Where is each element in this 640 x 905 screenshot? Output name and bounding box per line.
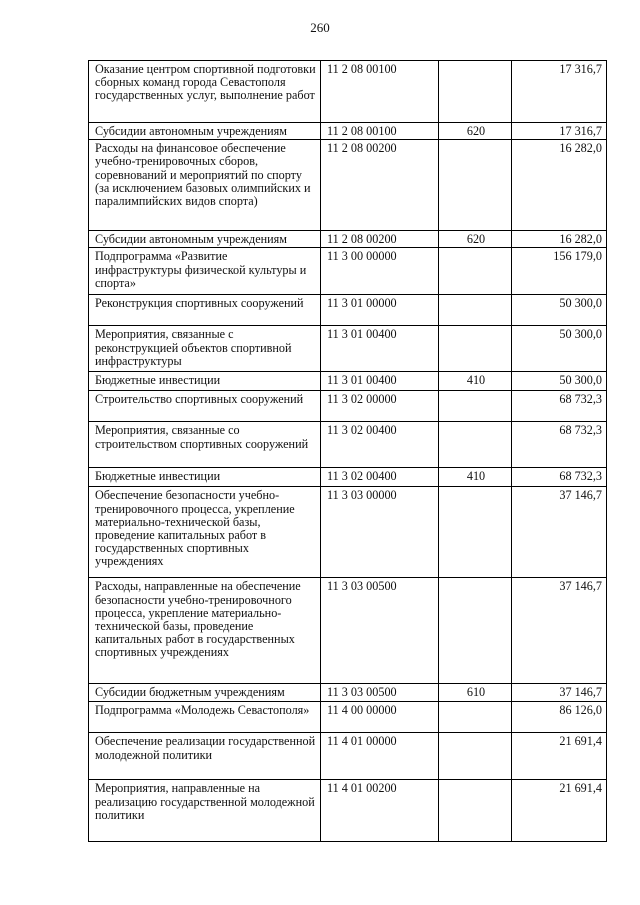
- table-row: [89, 780, 607, 842]
- row-name: Мероприятия, связанные с реконструкцией объектов спортивной инфраструктуры: [89, 326, 321, 372]
- row-name: Бюджетные инвестиции: [89, 372, 321, 391]
- row-type: 620: [439, 231, 512, 248]
- row-type: [439, 578, 512, 684]
- table-row: [89, 140, 607, 231]
- table-row: [89, 372, 607, 391]
- row-code: 11 3 03 00500: [321, 578, 439, 684]
- row-type: 410: [439, 372, 512, 391]
- row-sum: 50 300,0: [512, 295, 607, 326]
- row-name: Субсидии автономным учреждениям: [89, 231, 321, 248]
- row-name: Расходы на финансовое обеспечение учебно-тренировочных сборов, соревнований и мероприятий по спорту (за исключением базовых олимпийских и паралимпийских видов спорта): [89, 140, 321, 231]
- row-code: 11 3 03 00500: [321, 684, 439, 702]
- table-row: [89, 123, 607, 140]
- row-type: [439, 702, 512, 733]
- row-sum: 16 282,0: [512, 231, 607, 248]
- table-row: [89, 295, 607, 326]
- table-row: [89, 391, 607, 422]
- row-name: Обеспечение безопасности учебно-тренировочного процесса, укрепление материально-технической базы, проведение капитальных работ в государственных спортивных учреждениях: [89, 487, 321, 578]
- row-sum: 86 126,0: [512, 702, 607, 733]
- table-row: [89, 248, 607, 295]
- page-number: 260: [310, 20, 330, 35]
- row-code: 11 3 03 00000: [321, 487, 439, 578]
- row-sum: 21 691,4: [512, 780, 607, 842]
- row-code: 11 3 02 00400: [321, 468, 439, 487]
- row-sum: 68 732,3: [512, 391, 607, 422]
- row-sum: 21 691,4: [512, 733, 607, 780]
- table-row: [89, 578, 607, 684]
- row-name: Подпрограмма «Развитие инфраструктуры физической культуры и спорта»: [89, 248, 321, 295]
- row-sum: 37 146,7: [512, 578, 607, 684]
- row-name: Мероприятия, направленные на реализацию государственной молодежной политики: [89, 780, 321, 842]
- row-name: Расходы, направленные на обеспечение безопасности учебно-тренировочного процесса, укрепление материально-технической базы, проведение капитальных работ в государственных спортивных учреждениях: [89, 578, 321, 684]
- row-code: 11 2 08 00100: [321, 61, 439, 123]
- row-sum: 17 316,7: [512, 123, 607, 140]
- row-type: [439, 140, 512, 231]
- row-name: Субсидии бюджетным учреждениям: [89, 684, 321, 702]
- row-code: 11 2 08 00200: [321, 140, 439, 231]
- row-sum: 17 316,7: [512, 61, 607, 123]
- row-type: [439, 295, 512, 326]
- row-name: Подпрограмма «Молодежь Севастополя»: [89, 702, 321, 733]
- row-type: [439, 733, 512, 780]
- row-sum: 156 179,0: [512, 248, 607, 295]
- row-sum: 68 732,3: [512, 422, 607, 468]
- row-name: Субсидии автономным учреждениям: [89, 123, 321, 140]
- row-name: Оказание центром спортивной подготовки сборных команд города Севастополя государственных услуг, выполнение работ: [89, 61, 321, 123]
- row-code: 11 3 02 00400: [321, 422, 439, 468]
- table-row: [89, 422, 607, 468]
- table-row: [89, 231, 607, 248]
- row-code: 11 2 08 00200: [321, 231, 439, 248]
- row-code: 11 3 00 00000: [321, 248, 439, 295]
- row-code: 11 3 02 00000: [321, 391, 439, 422]
- row-type: [439, 422, 512, 468]
- row-sum: 50 300,0: [512, 372, 607, 391]
- table-row: [89, 702, 607, 733]
- row-sum: 37 146,7: [512, 684, 607, 702]
- row-code: 11 3 01 00000: [321, 295, 439, 326]
- row-type: [439, 780, 512, 842]
- table-row: [89, 487, 607, 578]
- table-row: [89, 733, 607, 780]
- table-row: [89, 684, 607, 702]
- row-name: Мероприятия, связанные со строительством спортивных сооружений: [89, 422, 321, 468]
- row-name: Бюджетные инвестиции: [89, 468, 321, 487]
- row-type: 610: [439, 684, 512, 702]
- row-sum: 50 300,0: [512, 326, 607, 372]
- row-code: 11 4 01 00000: [321, 733, 439, 780]
- row-sum: 16 282,0: [512, 140, 607, 231]
- row-type: [439, 61, 512, 123]
- row-name: Строительство спортивных сооружений: [89, 391, 321, 422]
- row-type: [439, 487, 512, 578]
- row-type: [439, 248, 512, 295]
- budget-table: [88, 60, 607, 842]
- row-code: 11 4 01 00200: [321, 780, 439, 842]
- table-row: [89, 61, 607, 123]
- table-row: [89, 468, 607, 487]
- table-row: [89, 326, 607, 372]
- row-name: Обеспечение реализации государственной молодежной политики: [89, 733, 321, 780]
- row-type: 620: [439, 123, 512, 140]
- row-code: 11 4 00 00000: [321, 702, 439, 733]
- row-type: [439, 391, 512, 422]
- row-type: 410: [439, 468, 512, 487]
- row-sum: 68 732,3: [512, 468, 607, 487]
- row-code: 11 2 08 00100: [321, 123, 439, 140]
- row-code: 11 3 01 00400: [321, 326, 439, 372]
- row-name: Реконструкция спортивных сооружений: [89, 295, 321, 326]
- row-code: 11 3 01 00400: [321, 372, 439, 391]
- row-type: [439, 326, 512, 372]
- row-sum: 37 146,7: [512, 487, 607, 578]
